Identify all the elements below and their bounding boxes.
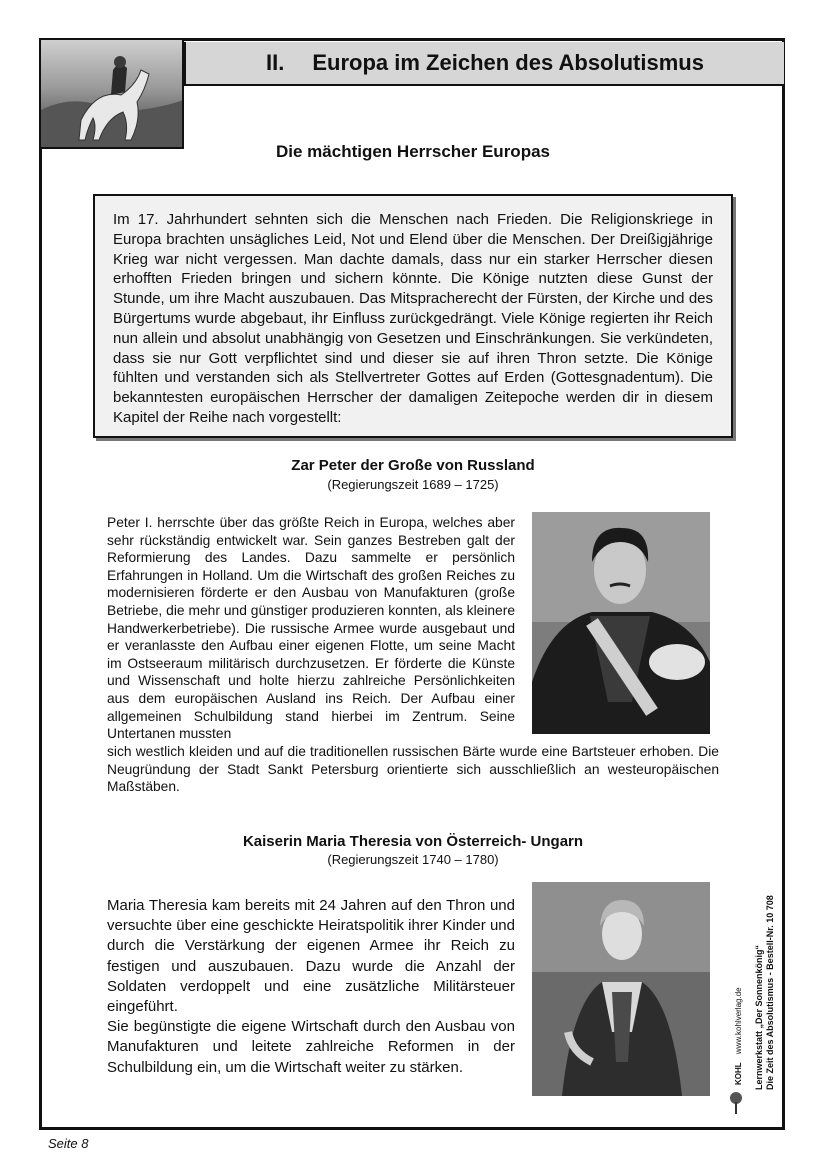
- section-text-peter: Peter I. herrschte über das größte Reich in Europa, welches aber sehr rückständig entwickelt war. Sein ganzes Bestreben galt der Reformierung des Landes. Dazu sammelte er persönlich Erfahrungen in Holland. Um die Wirtschaft des großen Reiches zu modernisieren förderte er den Ausbau von Manufakturen (große Betriebe, die mehr und günstiger produzieren konnten, als kleinere Handwerkerbetriebe). Die russische Armee wurde ausgebaut und er veranlasste den Aufbau einer eigenen Flotte, um seine Macht im Ostseeraum militärisch durchzusetzen. Er förderte die Künste und Wissenschaft und holte hierzu zahlreiche Persönlichkeiten aus dem europäischen Ausland ins Reich. Der Aufbau einer allgemeinen Schulbildung stand hierbei im Zentrum. Seine Untertanen mussten: [107, 515, 515, 742]
- section-text-maria-theresia: [107, 896, 515, 1078]
- section-reign-peter: (Regierungszeit 1689 – 1725): [327, 477, 499, 492]
- side-url: [733, 987, 744, 1085]
- maria-theresia-portrait-image: [532, 882, 710, 1096]
- section-text-maria-theresia-p2: Sie begünstigte die eigene Wirtschaft durch den Ausbau von Manufakturen und leitete zahlreiche Reformen in der Schulbildung ein, um die Wirtschaft weiter zu stärken.: [107, 1018, 515, 1076]
- section-reign-maria-theresia: (Regierungszeit 1740 – 1780): [327, 852, 499, 867]
- chapter-header: [184, 42, 784, 86]
- section-title-maria-theresia: Kaiserin Maria Theresia von Österreich- Ungarn: [242, 833, 584, 850]
- side-line-1: Lernwerkstatt „Der Sonnenkönig“: [754, 944, 764, 1090]
- section-text-maria-theresia-p1: Maria Theresia kam bereits mit 24 Jahren auf den Thron und versuchte über eine geschickte Heiratspolitik ihrer Kinder und durch die Verstärkung der eigenen Armee ihr Reich zu festigen und auszubauen. Dazu wurde die Anzahl der Soldaten verdoppelt und eine zusätzliche Militärsteuer eingeführt.: [107, 897, 515, 1016]
- side-imprint: [754, 895, 776, 1090]
- page-subtitle: Die mächtigen Herrscher Europas: [276, 142, 550, 161]
- equestrian-portrait-image: [41, 40, 184, 149]
- intro-text: Im 17. Jahrhundert sehnten sich die Menschen nach Frieden. Die Religionskriege in Europa brachten unsägliches Leid, Not und Elend über die Menschen. Der Dreißigjährige Krieg war nicht vergessen. Man dachte damals, dass nur ein starker Herrscher diesen erhofften Frieden bringen und sichern könnte. Die Könige nutzten diese Gunst der Stunde, um ihre Macht auszubauen. Das Mitspracherecht der Fürsten, der Kirche und des Bürgertums wurde abgebaut, ihr Einfluss zurückgedrängt. Viele Könige regierten ihr Reich nun allein und absolut unabhängig von Gesetzen und Einschränkungen. Sie verkündeten, dass sie nur Gott verpflichtet sind und dieser sie auf ihren Thron setzte. Die Könige fühlten und verstanden sich als Stellvertreter Gottes auf Erden (Gottesgnadentum). Die bekanntesten europäischen Herrscher der damaligen Zeitepoche werden dir in diesem Kapitel der Reihe nach vorgestellt:: [113, 211, 713, 426]
- chapter-title: Europa im Zeichen des Absolutismus: [312, 50, 704, 75]
- peter-portrait-image: [532, 512, 710, 734]
- chapter-number: II.: [266, 50, 285, 75]
- publisher-url: www.kohlverlag.de: [734, 987, 743, 1055]
- intro-box: [93, 194, 733, 438]
- publisher-name: KOHL: [734, 1062, 743, 1085]
- side-line-2: Die Zeit des Absolutismus - Bestell-Nr. 10 708: [765, 895, 775, 1090]
- page-number: Seite 8: [48, 1136, 89, 1151]
- section-title-peter: Zar Peter der Große von Russland: [291, 457, 535, 474]
- section-text-peter-continued: sich westlich kleiden und auf die traditionellen russischen Bärte wurde eine Bartsteuer erhoben. Die Neugründung der Stadt Sankt Petersburg orientierte sich ausschließlich an westeuropäischen Maßstäben.: [107, 744, 719, 795]
